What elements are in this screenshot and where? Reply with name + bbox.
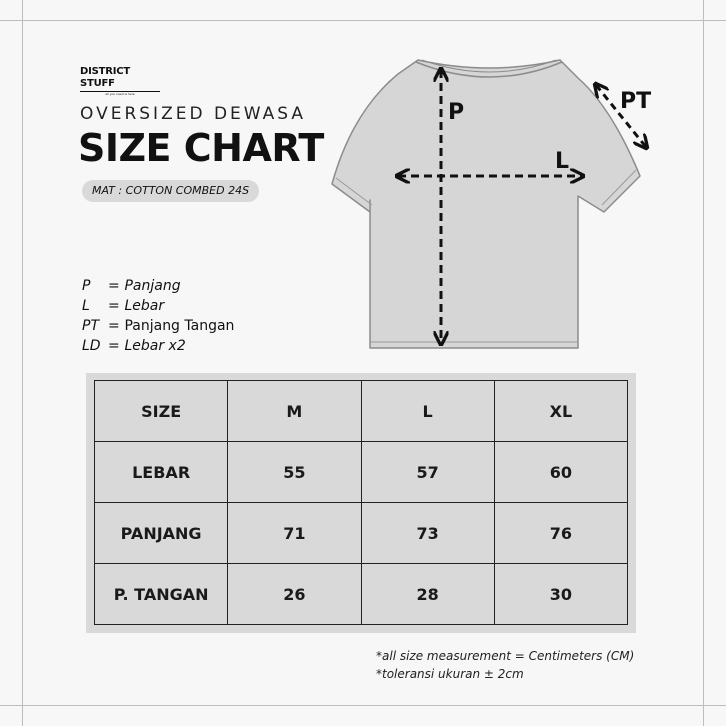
table-row	[95, 564, 628, 625]
legend-value: Panjang Tangan	[124, 318, 235, 334]
table-cell: 28	[361, 564, 494, 625]
table-cell: 76	[494, 503, 627, 564]
material-badge: MAT : COTTON COMBED 24S	[82, 180, 259, 202]
legend-item	[82, 336, 234, 356]
frame-line-bottom	[0, 705, 726, 706]
legend-item	[82, 276, 234, 296]
legend-equals: =	[108, 318, 120, 334]
table-cell: 57	[361, 442, 494, 503]
legend-key: PT	[82, 318, 99, 334]
table-cell: 55	[228, 442, 361, 503]
table-cell: 26	[228, 564, 361, 625]
page-title: SIZE CHART	[78, 126, 324, 170]
table-cell: 60	[494, 442, 627, 503]
brand-logo	[80, 66, 160, 97]
tshirt-diagram	[325, 55, 655, 355]
legend-item	[82, 316, 234, 336]
legend-equals: =	[108, 298, 120, 314]
table-header-cell: XL	[494, 381, 627, 442]
table-cell: LEBAR	[95, 442, 228, 503]
frame-line-right	[703, 0, 704, 726]
length-label: P	[448, 100, 465, 125]
table-header-cell: L	[361, 381, 494, 442]
legend-item	[82, 296, 234, 316]
legend-value: Lebar x2	[124, 338, 186, 354]
measurement-legend	[82, 276, 234, 356]
table-row	[95, 442, 628, 503]
table-cell: 30	[494, 564, 627, 625]
table-cell: 73	[361, 503, 494, 564]
sleeve-label: PT	[620, 89, 652, 114]
table-header-row	[95, 381, 628, 442]
legend-key: P	[82, 278, 91, 294]
width-label: L	[555, 149, 570, 174]
frame-line-top	[0, 20, 726, 21]
brand-name: DISTRICT STUFF	[80, 66, 131, 89]
table-cell: PANJANG	[95, 503, 228, 564]
table-header-cell: M	[228, 381, 361, 442]
legend-equals: =	[108, 338, 120, 354]
product-subtitle: OVERSIZED DEWASA	[80, 104, 307, 124]
table-cell: P. TANGAN	[95, 564, 228, 625]
footnotes	[376, 647, 634, 683]
brand-tagline: all you need is here	[105, 92, 135, 96]
legend-value: Lebar	[124, 298, 165, 314]
frame-line-left	[22, 0, 23, 726]
legend-key: L	[82, 298, 90, 314]
table-cell: 71	[228, 503, 361, 564]
footnote-tolerance: *toleransi ukuran ± 2cm	[376, 667, 524, 681]
legend-value: Panjang	[124, 278, 181, 294]
footnote-unit: *all size measurement = Centimeters (CM)	[376, 649, 635, 663]
size-table	[94, 380, 628, 625]
tshirt-shape	[332, 60, 640, 348]
table-header-cell: SIZE	[95, 381, 228, 442]
legend-key: LD	[82, 338, 101, 354]
legend-equals: =	[108, 278, 120, 294]
table-row	[95, 503, 628, 564]
